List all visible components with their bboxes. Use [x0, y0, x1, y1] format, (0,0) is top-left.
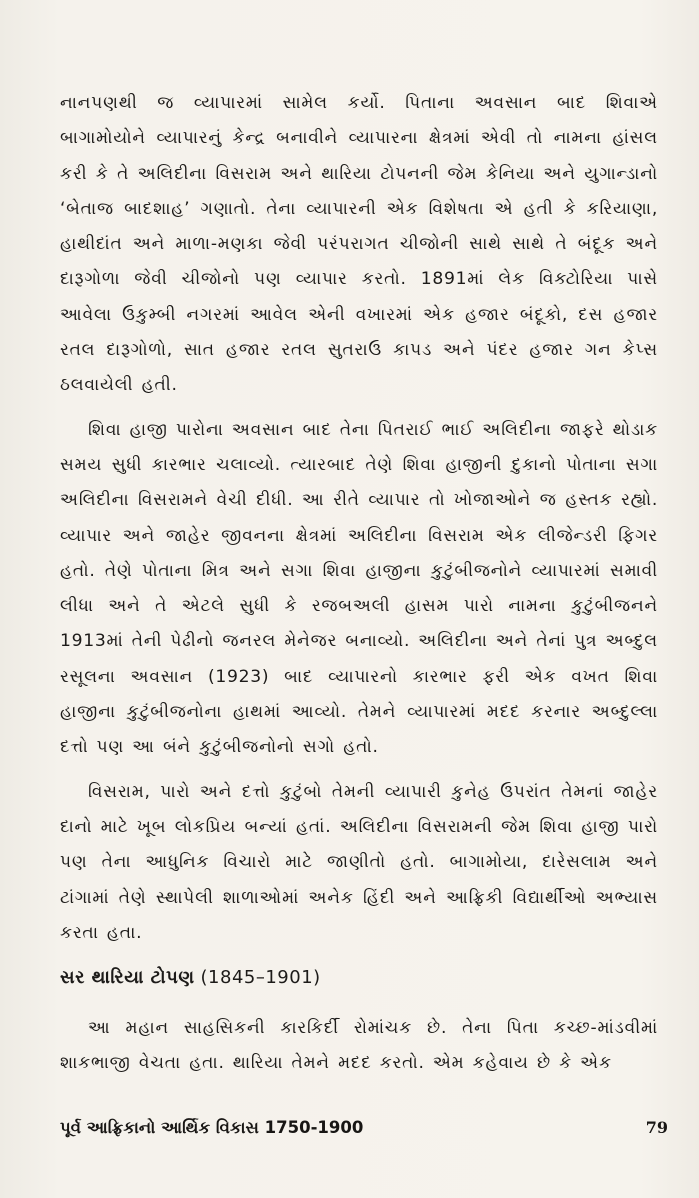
section-heading-name: સર થારિયા ટોપણ	[60, 967, 195, 989]
book-title: પૂર્વ આફ્રિકાનો આર્થિક વિકાસ 1750-1900	[60, 1118, 364, 1137]
section-heading-years: (1845–1901)	[200, 967, 321, 989]
paragraph-2: શિવા હાજી પારોના અવસાન બાદ તેના પિતરાઈ ભાઈ અલિદીના જાફરે થોડાક સમય સુધી કારભાર ચલાવ્યો. ત્યારબાદ તેણે શિવા હાજીની દુકાનો પોતાના સગા અલિદીના વિસરામને વેચી દીધી. આ રીતે વ્યાપાર તો ખોજાઓને જ હસ્તક રહ્યો. વ્યાપાર અને જાહેર જીવનના ક્ષેત્રમાં અલિદીના વિસરામ એક લીજેન્ડરી ફિગર હતો. તેણે પોતાના મિત્ર અને સગા શિવા હાજીના કુટુંબીજનોને વ્યાપારમાં સમાવી લીધા અને તે એટલે સુધી કે રજબઅલી હાસમ પારો નામના કુટુંબીજનને 1913માં તેની પેઢીનો જનરલ મેનેજર બનાવ્યો. અલિદીના અને તેનાં પુત્ર અબ્દુલ રસૂલના અવસાન (1923) બાદ વ્યાપારનો કારભાર ફરી એક વખત શિવા હાજીના કુટુંબીજનોના હાથમાં આવ્યો. તેમને વ્યાપારમાં મદદ કરનાર અબ્દુલ્લા દત્તો પણ આ બંને કુટુંબીજનોનો સગો હતો.	[60, 419, 658, 758]
page-body	[60, 86, 658, 1082]
page-footer	[60, 1118, 668, 1138]
page-number: 79	[645, 1118, 668, 1137]
paragraph-1: નાનપણથી જ વ્યાપારમાં સામેલ કર્યો. પિતાના અવસાન બાદ શિવાએ બાગામોયોને વ્યાપારનું કેન્દ્ર બનાવીને વ્યાપારના ક્ષેત્રમાં એવી તો નામના હાંસલ કરી કે તે અલિદીના વિસરામ અને થારિયા ટોપનની જેમ કેનિયા અને યુગાન્ડાનો ‘બેતાજ બાદશાહ’ ગણાતો. તેના વ્યાપારની એક વિશેષતા એ હતી કે કરિયાણા, હાથીદાંત અને માળા-મણકા જેવી પરંપરાગત ચીજોની સાથે સાથે તે બંદૂક અને દારૂગોળા જેવી ચીજોનો પણ વ્યાપાર કરતો. 1891માં લેક વિક્ટોરિયા પાસે આવેલા ઉકુમ્બી નગરમાં આવેલ એની વખારમાં એક હજાર બંદૂકો, દસ હજાર રતલ દારૂગોળો, સાત હજાર રતલ સુતરાઉ કાપડ અને પંદર હજાર ગન કેપ્સ ઠલવાયેલી હતી.	[60, 93, 658, 396]
section-heading	[60, 963, 658, 993]
section-paragraph: આ મહાન સાહસિકની કારકિર્દી રોમાંચક છે. તેના પિતા કચ્છ-માંડવીમાં શાકભાજી વેચતા હતા. થારિયા તેમને મદદ કરતો. એમ કહેવાય છે કે એક	[60, 1018, 658, 1074]
paragraph-3: વિસરામ, પારો અને દત્તો કુટુંબો તેમની વ્યાપારી કુનેહ ઉપરાંત તેમનાં જાહેર દાનો માટે ખૂબ લોકપ્રિય બન્યાં હતાં. અલિદીના વિસરામની જેમ શિવા હાજી પારો પણ તેના આધુનિક વિચારો માટે જાણીતો હતો. બાગામોયા, દારેસલામ અને ટાંગામાં તેણે સ્થાપેલી શાળાઓમાં અનેક હિંદી અને આફ્રિકી વિદ્યાર્થીઓ અભ્યાસ કરતા હતા.	[60, 781, 658, 943]
